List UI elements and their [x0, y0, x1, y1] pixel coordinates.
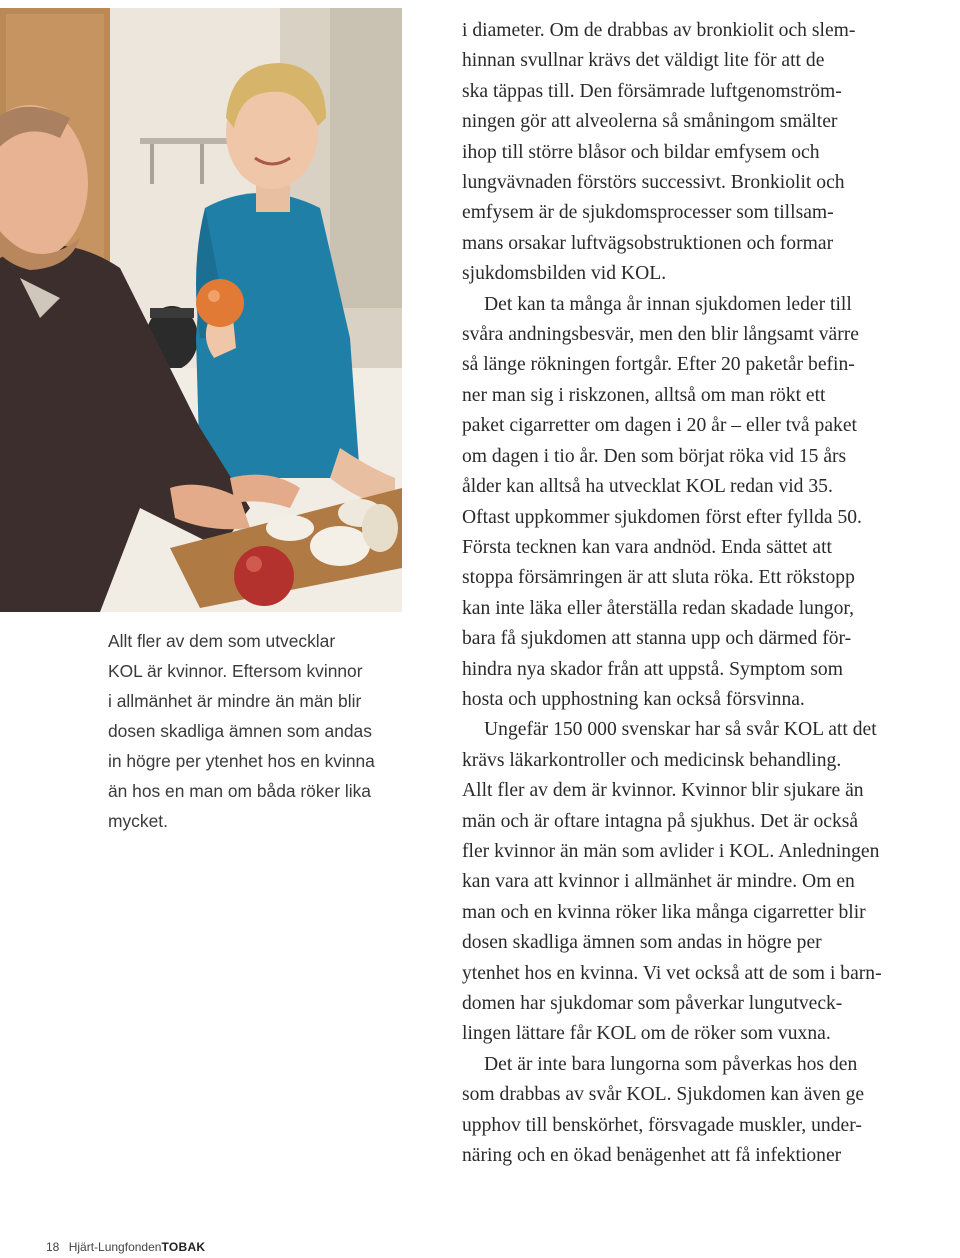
caption-line: in högre per ytenhet hos en kvinna	[108, 751, 375, 771]
body-text-line: ningen gör att alveolerna så småningom smälter	[462, 111, 838, 133]
body-text-line: krävs läkarkontroller och medicinsk behandling.	[462, 749, 842, 771]
publisher-name: Hjärt-Lungfonden	[68, 1240, 162, 1254]
body-text-line: Det är inte bara lungorna som påverkas hos den	[484, 1053, 858, 1075]
body-text-line: emfysem är de sjukdomsprocesser som tillsam-	[462, 202, 834, 224]
body-text-line: domen har sjukdomar som påverkar lungutveck-	[462, 993, 843, 1014]
body-text-line: om dagen i tio år. Den som börjat röka vid 15 års	[462, 445, 847, 467]
body-text-line: kan inte läka eller återställa redan skadade lungor,	[462, 597, 854, 619]
body-text-line: ner man sig i riskzonen, alltså om man rökt ett	[462, 384, 826, 406]
body-text-line: upphov till benskörhet, försvagade muskler, under-	[462, 1114, 862, 1136]
body-text-line: Det kan ta många år innan sjukdomen leder till	[484, 293, 852, 315]
body-text-line: ytenhet hos en kvinna. Vi vet också att de som i barn-	[462, 962, 882, 984]
body-text-line: Oftast uppkommer sjukdomen först efter fyllda 50.	[462, 506, 862, 528]
body-text-line: sjukdomsbilden vid KOL.	[462, 263, 667, 285]
body-text-line: kan vara att kvinnor i allmänhet är mindre. Om en	[462, 871, 855, 893]
body-text-line: som drabbas av svår KOL. Sjukdomen kan även ge	[462, 1084, 865, 1106]
body-text-line: män och är oftare intagna på sjukhus. Det är också	[462, 810, 859, 832]
kitchen-photo	[0, 8, 402, 612]
body-text-line: ihop till större blåsor och bildar emfysem och	[462, 141, 820, 163]
body-text-line: lungvävnaden förstörs successivt. Bronkiolit och	[462, 172, 845, 194]
caption-line: dosen skadliga ämnen som andas	[108, 721, 372, 741]
body-text-line: stoppa försämringen är att sluta röka. Ett rökstopp	[462, 567, 855, 589]
body-text-line: paket cigarretter om dagen i 20 år – eller två paket	[462, 415, 857, 437]
caption-line: än hos en man om båda röker lika	[108, 781, 371, 801]
body-text-line: lingen lättare får KOL om de röker som vuxna.	[462, 1023, 831, 1045]
body-text-line: hosta och upphostning kan också försvinna.	[462, 688, 805, 710]
body-text-column	[462, 16, 954, 1171]
body-text-line: Första tecknen kan vara andnöd. Enda sättet att	[462, 536, 832, 558]
body-text-line: mans orsakar luftvägsobstruktionen och formar	[462, 232, 834, 254]
body-text-line: näring och en ökad benägenhet att få infektioner	[462, 1145, 842, 1167]
photo-caption	[108, 626, 408, 836]
caption-line: i allmänhet är mindre än män blir	[108, 691, 362, 711]
body-text-line: fler kvinnor än män som avlider i KOL. Anledningen	[462, 840, 880, 862]
body-text-line: ålder kan alltså ha utvecklat KOL redan vid 35.	[462, 476, 833, 498]
body-text-line: bara få sjukdomen att stanna upp och därmed för-	[462, 628, 852, 650]
caption-line: mycket.	[108, 811, 168, 831]
page-footer	[46, 1240, 205, 1254]
caption-line: Allt fler av dem som utvecklar	[108, 631, 336, 651]
body-text-line: hindra nya skador från att uppstå. Symptom som	[462, 658, 843, 680]
body-text-line: man och en kvinna röker lika många cigarretter blir	[462, 901, 866, 923]
body-text-line: ska täppas till. Den försämrade luftgenomström-	[462, 80, 842, 102]
body-text-line: i diameter. Om de drabbas av bronkiolit och slem-	[462, 20, 856, 41]
body-text-line: Allt fler av dem är kvinnor. Kvinnor blir sjukare än	[462, 780, 864, 802]
body-text-line: Ungefär 150 000 svenskar har så svår KOL att det	[484, 719, 877, 741]
body-text-line: svåra andningsbesvär, men den blir långsamt värre	[462, 324, 859, 346]
section-name: TOBAK	[161, 1240, 206, 1254]
page-number: 18	[46, 1240, 60, 1254]
caption-line: KOL är kvinnor. Eftersom kvinnor	[108, 661, 363, 681]
body-text-line: så länge rökningen fortgår. Efter 20 paketår befin-	[462, 354, 855, 376]
body-text-line: dosen skadliga ämnen som andas in högre per	[462, 932, 822, 954]
body-text-line: hinnan svullnar krävs det väldigt lite för att de	[462, 50, 825, 72]
